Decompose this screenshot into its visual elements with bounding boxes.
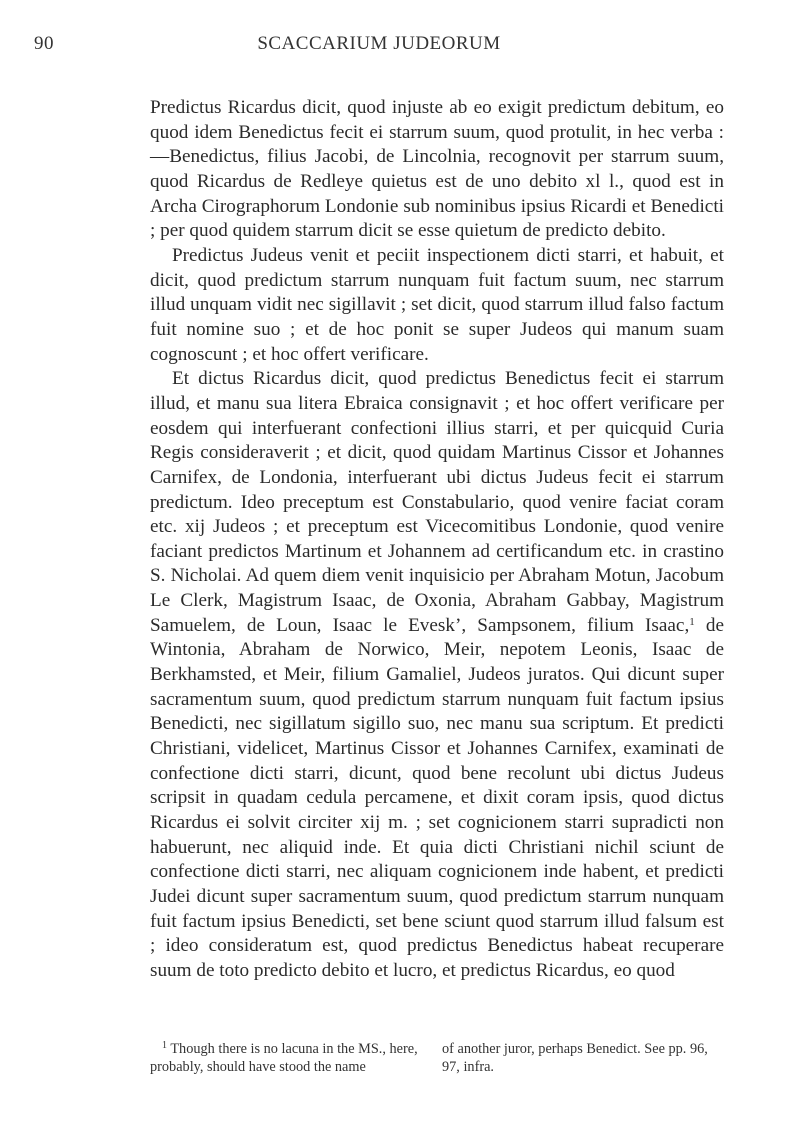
footnote-left-text: Though there is no lacuna in the MS., here, probably, should have stood the name (150, 1041, 418, 1075)
footnote (150, 1040, 724, 1076)
journal-title: SCACCARIUM JUDEORUM (257, 33, 501, 54)
paragraph-2: Predictus Judeus venit et peciit inspectionem dicti starri, et habuit, et dicit, quod predictum starrum nunquam fuit factum suum, nec starrum illud unquam vidit nec sigillavit ; set dicit, quod starrum illud falso factum fuit nomine suo ; et de hoc ponit se super Judeos qui manum suam cognoscunt ; et hoc offert verificare. (150, 244, 724, 365)
running-head (34, 33, 724, 55)
footnote-reference: 1 (689, 615, 695, 628)
footnote-column-left (150, 1040, 438, 1076)
footnote-column-right (442, 1040, 722, 1076)
paragraph-3-before-note: Et dictus Ricardus dicit, quod predictus Benedictus fecit ei starrum illud, et manu sua litera Ebraica consignavit ; et hoc offert verificare per eosdem qui interfuerant confectioni illius starri, et per quicquid Curia Regis consideraverit ; et dicit, quod quidam Martinus Cissor et Johannes Carnifex, de Londonia, interfuerant ubi dictus Judeus fecit ei starrum predictum. Ideo preceptum est Constabulario, quod venire faciat coram etc. xij Judeos ; et preceptum est Vicecomitibus Londonie, quod venire faciant predictos Martinum et Johannem ad certificandum etc. in crastino S. Nicholai. Ad quem diem venit inquisicio per Abraham Motun, Jacobum Le Clerk, Magistrum Isaac, de Oxonia, Abraham Gabbay, Magistrum Samuelem, de Loun, Isaac le Evesk’, Sampsonem, filium Isaac, (150, 368, 724, 636)
footnote-right-text: of another juror, perhaps Benedict. See pp. 96, 97, infra. (442, 1041, 708, 1075)
paragraph-1: Predictus Ricardus dicit, quod injuste ab eo exigit predictum debitum, eo quod idem Benedictus fecit ei starrum suum, quod protulit, in hec verba :—Benedictus, filius Jacobi, de Lincolnia, recognovit per starrum suum, quod Ricardus de Redleye quietus est de uno debito xl l., quod est in Archa Cirographorum Londonie sub nominibus ipsius Ricardi et Benedicti ; per quod quidem starrum dicit se esse quietum de predicto debito. (150, 97, 724, 242)
body-text (150, 96, 724, 984)
paragraph-3-after-note: de Wintonia, Abraham de Norwico, Meir, nepotem Leonis, Isaac de Berkhamsted, et Meir, filium Gamaliel, Judeos juratos. Qui dicunt super sacramentum suum, quod predictum starrum nunquam fuit factum ipsius Benedicti, nec sigillatum sigillo suo, nec manu sua scriptum. Et predicti Christiani, videlicet, Martinus Cissor et Johannes Carnifex, examinati de confectione dicti starri, dicunt, quod bene recolunt ubi dictus Judeus scripsit in quadam cedula percamene, et dixit coram ipsis, quod dictus Ricardus ei solvit circiter xij m. ; set cognicionem starri supradicti non habuerunt, nec aliquid inde. Et quia dicti Christiani nichil sciunt de confectione dicti starri, nec aliquam cognicionem inde habent, et predicti Judei dicunt super sacramentum suum, quod predictum starrum nunquam fuit factum ipsius Benedicti, set bene sciunt quod starrum illud falsum est ; ideo consideratum est, quod predictus Benedictus habeat recuperare suum de toto predicto debito et lucro, et predictus Ricardus, eo quod (150, 614, 724, 981)
page-number: 90 (34, 33, 54, 54)
footnote-marker: 1 (162, 1040, 167, 1051)
paragraph-3 (150, 367, 724, 983)
